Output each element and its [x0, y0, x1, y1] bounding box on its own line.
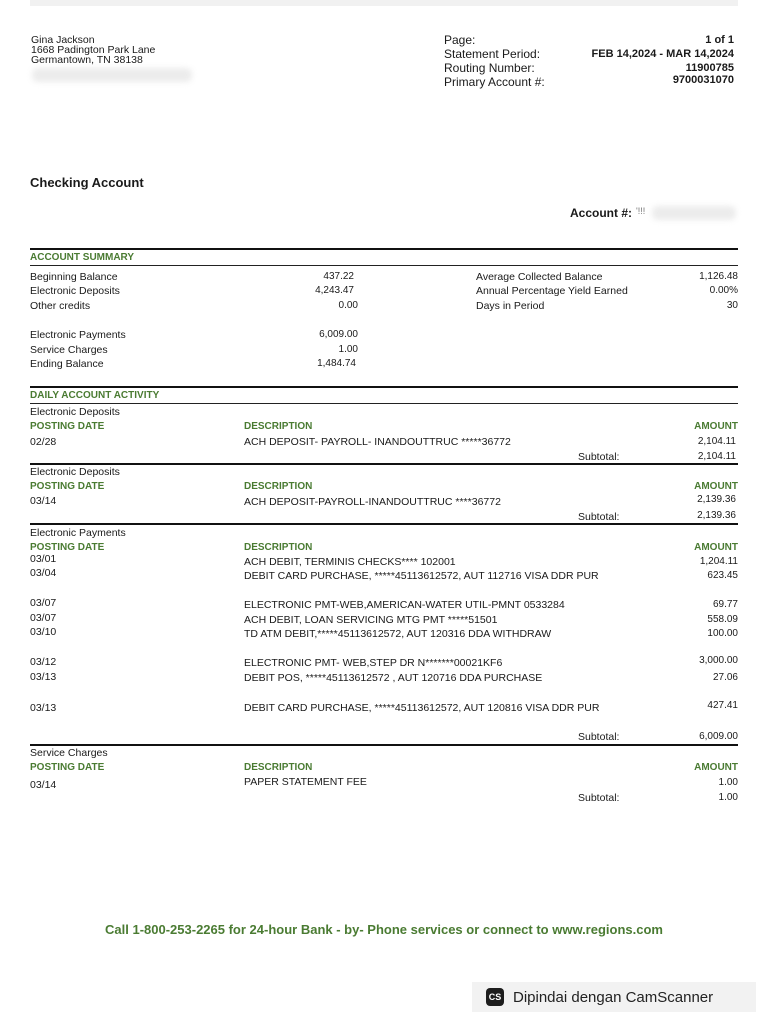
camscanner-icon: CS	[486, 988, 504, 1006]
summary-value: 437.22	[323, 271, 354, 282]
row-amount: 69.77	[712, 599, 738, 610]
section-title: Electronic Payments	[30, 527, 126, 539]
summary-label: Ending Balance	[30, 358, 104, 370]
account-number-label: Account #:	[570, 206, 633, 220]
summary-value: 0.00%	[709, 285, 738, 296]
summary-header-rule	[30, 265, 738, 266]
routing-number-label: Routing Number:	[444, 61, 535, 75]
row-description: ACH DEBIT, TERMINIS CHECKS**** 102001	[244, 556, 456, 568]
activity-header-rule	[30, 403, 738, 404]
row-date: 03/14	[30, 495, 57, 507]
col-amount: AMOUNT	[694, 421, 738, 432]
subtotal-value: 2,139.36	[697, 510, 736, 521]
col-amount: AMOUNT	[694, 481, 738, 492]
row-amount: 100.00	[707, 628, 738, 639]
row-date: 03/14	[30, 779, 57, 791]
col-description: DESCRIPTION	[244, 421, 313, 432]
row-description: ACH DEPOSIT-PAYROLL-INANDOUTTRUC ****36772	[244, 496, 501, 508]
col-posting-date: POSTING DATE	[30, 421, 105, 432]
summary-label: Electronic Deposits	[30, 285, 120, 297]
row-description: ACH DEBIT, LOAN SERVICING MTG PMT *****51501	[244, 614, 498, 626]
subtotal-value: 6,009.00	[699, 731, 738, 742]
page-value: 1 of 1	[705, 34, 734, 46]
account-title: Checking Account	[30, 175, 144, 190]
row-amount: 1,204.11	[699, 556, 738, 567]
statement-period-label: Statement Period:	[444, 47, 541, 61]
row-date: 03/07	[30, 597, 57, 609]
col-description: DESCRIPTION	[244, 542, 313, 553]
summary-label: Beginning Balance	[30, 271, 118, 283]
summary-value: 4,243.47	[315, 285, 354, 296]
page-label: Page:	[444, 33, 476, 47]
account-number-partial: '!!!	[636, 206, 646, 216]
subtotal-value: 2,104.11	[697, 451, 736, 462]
page-top-edge	[30, 0, 738, 6]
summary-value: 1,126.48	[699, 271, 738, 282]
subtotal-label: Subtotal:	[578, 511, 620, 523]
row-date: 03/13	[30, 702, 57, 714]
section-title: Service Charges	[30, 747, 108, 759]
subtotal-label: Subtotal:	[578, 451, 620, 463]
row-description: PAPER STATEMENT FEE	[244, 776, 367, 788]
row-amount: 2,139.36	[697, 494, 736, 505]
subtotal-value: 1.00	[718, 792, 738, 803]
customer-city: Germantown, TN 38138	[31, 54, 143, 66]
section-rule	[30, 463, 738, 465]
row-date: 03/13	[30, 671, 57, 683]
routing-number-value: 11900785	[685, 62, 734, 74]
customer-street: 1668 Padington Park Lane	[31, 44, 156, 56]
row-amount: 558.09	[707, 614, 738, 625]
row-description: TD ATM DEBIT,*****45113612572, AUT 120316 DDA WITHDRAW	[244, 628, 552, 640]
activity-top-rule	[30, 386, 738, 388]
section-title: Electronic Deposits	[30, 466, 120, 478]
row-amount: 427.41	[707, 700, 738, 711]
subtotal-label: Subtotal:	[578, 731, 620, 743]
col-description: DESCRIPTION	[244, 481, 313, 492]
col-amount: AMOUNT	[694, 542, 738, 553]
row-amount: 1.00	[718, 777, 738, 788]
row-amount: 623.45	[707, 570, 738, 581]
statement-period-value: FEB 14,2024 - MAR 14,2024	[591, 48, 734, 60]
primary-account-label: Primary Account #:	[444, 75, 545, 89]
row-description: DEBIT CARD PURCHASE, *****45113612572, AUT 112716 VISA DDR PUR	[244, 570, 599, 582]
row-date: 03/10	[30, 626, 57, 638]
row-description: ELECTRONIC PMT- WEB,STEP DR N*******00021KF6	[244, 657, 503, 669]
summary-label: Average Collected Balance	[476, 271, 603, 283]
row-amount: 27.06	[712, 672, 738, 683]
row-date: 02/28	[30, 436, 57, 448]
row-description: ELECTRONIC PMT-WEB,AMERICAN-WATER UTIL-PMNT 0533284	[244, 599, 565, 611]
summary-value: 6,009.00	[319, 329, 358, 340]
section-rule	[30, 744, 738, 746]
row-date: 03/01	[30, 553, 57, 565]
summary-value: 1.00	[338, 344, 358, 355]
summary-label: Annual Percentage Yield Earned	[476, 285, 628, 297]
redacted-account	[652, 206, 736, 220]
camscanner-text: Dipindai dengan CamScanner	[513, 988, 714, 1006]
row-date: 03/04	[30, 567, 57, 579]
summary-value: 1,484.74	[317, 358, 356, 369]
summary-title: ACCOUNT SUMMARY	[30, 252, 135, 263]
summary-top-rule	[30, 248, 738, 250]
row-description: DEBIT CARD PURCHASE, *****45113612572, AUT 120816 VISA DDR PUR	[244, 702, 600, 714]
summary-label: Days in Period	[476, 300, 545, 312]
col-posting-date: POSTING DATE	[30, 762, 105, 773]
col-posting-date: POSTING DATE	[30, 542, 105, 553]
row-description: DEBIT POS, *****45113612572 , AUT 120716 DDA PURCHASE	[244, 672, 543, 684]
activity-title: DAILY ACCOUNT ACTIVITY	[30, 390, 160, 401]
row-description: ACH DEPOSIT- PAYROLL- INANDOUTTRUC *****36772	[244, 436, 511, 448]
col-description: DESCRIPTION	[244, 762, 313, 773]
redacted-area	[32, 68, 192, 82]
customer-name: Gina Jackson	[31, 34, 95, 46]
primary-account-value: 9700031070	[672, 74, 734, 86]
summary-label: Service Charges	[30, 344, 108, 356]
summary-label: Other credits	[30, 300, 91, 312]
row-date: 03/12	[30, 656, 57, 668]
summary-value: 0.00	[338, 300, 358, 311]
camscanner-watermark	[472, 982, 756, 1012]
summary-value: 30	[726, 300, 738, 311]
summary-label: Electronic Payments	[30, 329, 126, 341]
subtotal-label: Subtotal:	[578, 792, 620, 804]
section-rule	[30, 523, 738, 525]
row-date: 03/07	[30, 612, 57, 624]
row-amount: 2,104.11	[697, 436, 736, 447]
col-posting-date: POSTING DATE	[30, 481, 105, 492]
row-amount: 3,000.00	[699, 655, 738, 666]
col-amount: AMOUNT	[694, 762, 738, 773]
footer-contact: Call 1-800-253-2265 for 24-hour Bank - by- Phone services or connect to www.regions.com	[105, 922, 663, 937]
section-title: Electronic Deposits	[30, 406, 120, 418]
